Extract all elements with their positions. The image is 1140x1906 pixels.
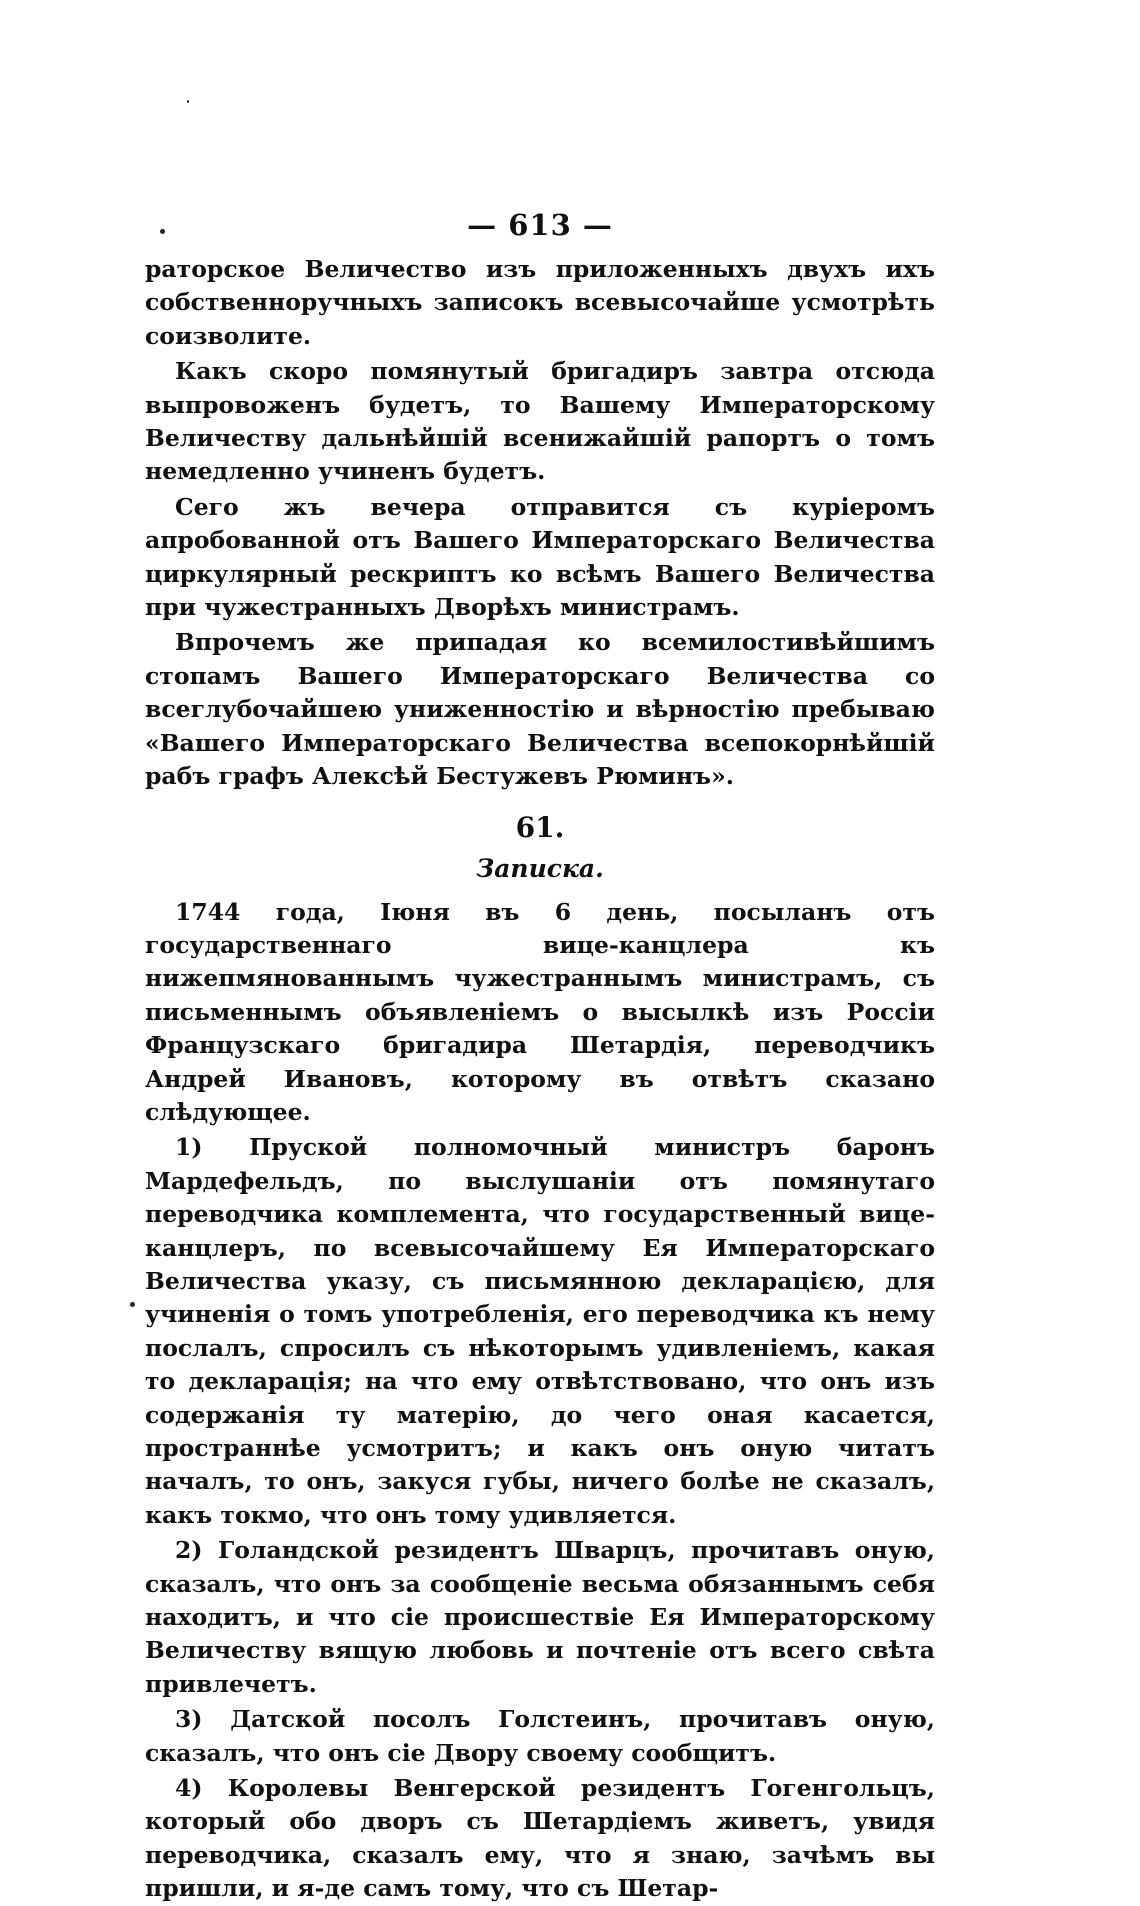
paragraph: 1) Пруской полномочный министръ баронъ Мардефельдъ, по выслушаніи отъ помянутаго переводчика комплемента, что государственный вице-канцлеръ, по всевысочайшему Ея Императорскаго Величества указу, съ письмянною декларацією, для учиненія о томъ употребленія, его переводчика къ нему послалъ, спросилъ съ нѣкоторымъ удивленіемъ, какая то декларація; на что ему отвѣтствовано, что онъ изъ содержанія ту матерію, до чего оная касается, пространнѣе усмотритъ; и какъ онъ оную читатъ началъ, то онъ, закуся губы, ничего болѣе не сказалъ, какъ токмо, что онъ тому удивляется.: [145, 1133, 935, 1529]
section-title: Записка.: [476, 853, 604, 883]
paragraph: Какъ скоро помянутый бригадиръ завтра отсюда выпровоженъ будетъ, то Вашему Императорскому Величеству дальнѣйшій всенижайшій рапортъ о томъ немедленно учиненъ будетъ.: [145, 357, 935, 486]
page-number: — 613 —: [467, 208, 613, 242]
paragraph: раторское Величество изъ приложенныхъ двухъ ихъ собственноручныхъ записокъ всевысочайше усмотрѣть соизволите.: [145, 255, 935, 350]
paragraph: 4) Королевы Венгерской резидентъ Гогенгольцъ, который обо дворъ съ Шетардіемъ живетъ, увидя переводчика, сказалъ ему, что я знаю, зачѣмъ вы пришли, и я-де самъ тому, что съ Шетар-: [145, 1774, 935, 1903]
print-speck: [187, 100, 189, 103]
paragraph: 2) Голандской резидентъ Шварцъ, прочитавъ оную, сказалъ, что онъ за сообщеніе весьма обязаннымъ себя находитъ, и что сіе происшествіе Ея Императорскому Величеству вящую любовь и почтеніе отъ всего свѣта привлечетъ.: [145, 1536, 935, 1698]
print-speck: [130, 1302, 135, 1307]
paragraph: 3) Датской посолъ Голстеинъ, прочитавъ оную, сказалъ, что онъ сіе Двору своему сообщитъ.: [145, 1705, 935, 1767]
text-column: [145, 205, 935, 1906]
paragraph: 1744 года, Іюня въ 6 день, посыланъ отъ государственнаго вице-канцлера къ нижепмянованнымъ чужестраннымъ министрамъ, съ письменнымъ объявленіемъ о высылкѣ изъ Россіи Французскаго бригадира Шетардія, переводчикъ Андрей Ивановъ, которому въ отвѣтъ сказано слѣдующее.: [145, 897, 935, 1126]
paragraph: Впрочемъ же припадая ко всемилостивѣйшимъ стопамъ Вашего Императорскаго Величества со всеглубочайшею униженностію и вѣрностію пребываю «Вашего Императорскаго Величества всепокорнѣйшій рабъ графъ Алексѣй Бестужевъ Рюминъ».: [145, 628, 935, 791]
paragraph: Сего жъ вечера отправится съ куріеромъ апробованной отъ Вашего Императорскаго Величества циркулярный рескриптъ ко всѣмъ Вашего Величества при чужестранныхъ Дворѣхъ министрамъ.: [145, 492, 935, 622]
section-number: 61.: [515, 810, 565, 844]
